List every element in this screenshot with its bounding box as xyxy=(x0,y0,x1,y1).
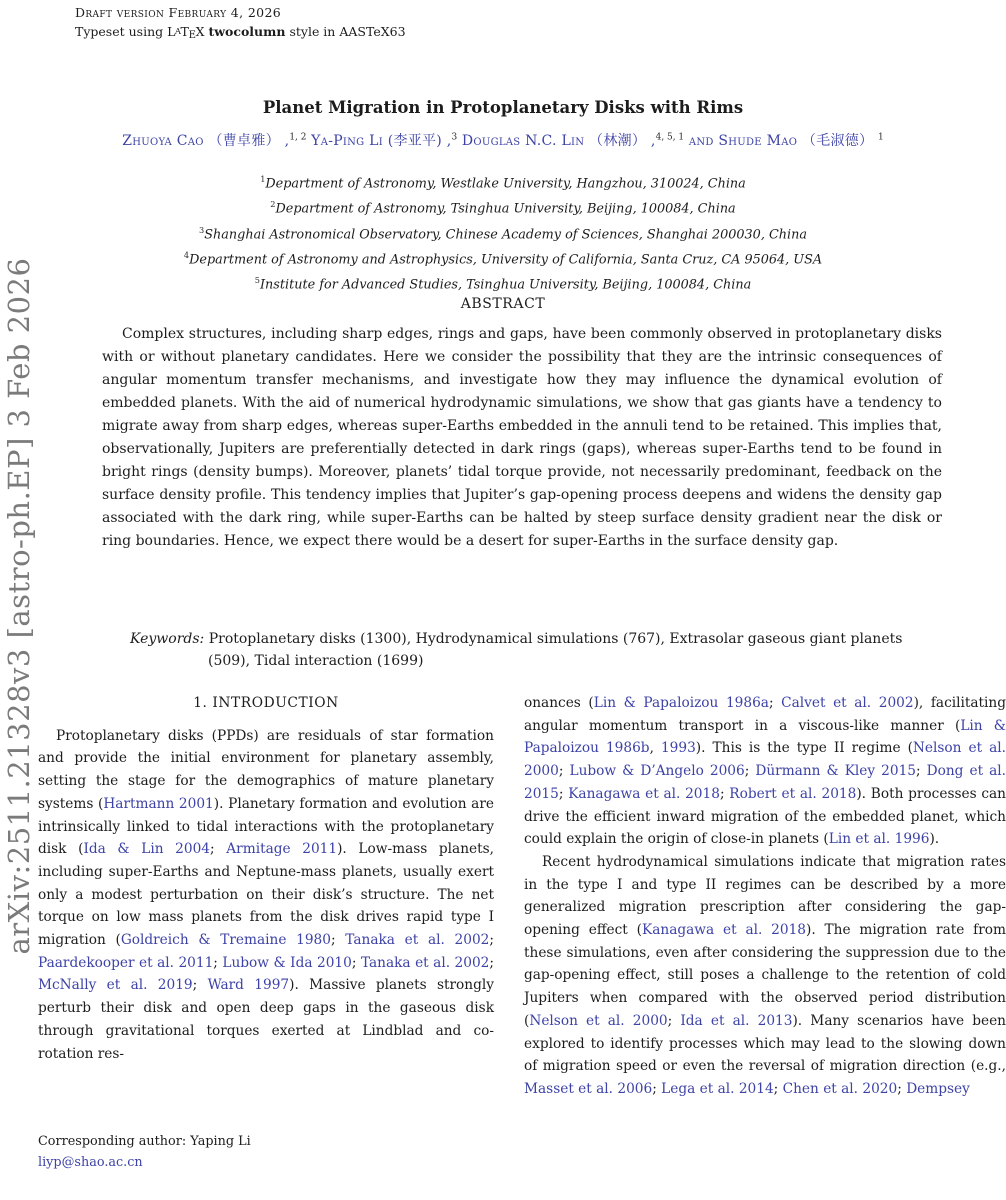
intro-paragraph-right-1: onances (Lin & Papaloizou 1986a; Calvet et al. 2002), facilitating angular momentum transport in a viscous-like manner (Lin & Papaloizou 1986b, 1993). This is the type II regime (Nelson et al. 2000; Lubow & D’Angelo 2006; Dürmann & Kley 2015; Dong et al. 2015; Kanagawa et al. 2018; Robert et al. 2018). Both processes can drive the efficient inward migration of the embedded planet, which could explain the origin of close-in planets (Lin et al. 1996). xyxy=(524,695,1006,848)
citation-link[interactable]: Robert et al. 2018 xyxy=(729,785,857,802)
corresponding-author-line: Corresponding author: Yaping Li xyxy=(38,1134,251,1149)
citation-link[interactable]: McNally et al. 2019 xyxy=(38,977,193,994)
corresponding-email-link[interactable]: liyp@shao.ac.cn xyxy=(38,1155,143,1170)
corresponding-author-block xyxy=(38,1131,494,1173)
draft-version-line: Draft version February 4, 2026 xyxy=(75,5,282,20)
affiliation-number: 1 xyxy=(260,174,266,184)
citation-link[interactable]: Paardekooper et al. 2011 xyxy=(38,954,214,971)
arxiv-watermark: arXiv:2511.21328v3 [astro-ph.EP] 3 Feb 2026 xyxy=(2,257,36,955)
affiliation-text: Institute for Advanced Studies, Tsinghua University, Beijing, 100084, China xyxy=(260,277,752,293)
citation-link[interactable]: Lin et al. 1996 xyxy=(828,831,930,848)
citation-link[interactable]: 1993 xyxy=(660,740,696,757)
keywords-block xyxy=(102,628,942,672)
intro-paragraph-left: Protoplanetary disks (PPDs) are residuals of star formation and provide the initial environment for planetary assembly, setting the stage for the demographics of mature planetary systems (Hartmann 2001). Planetary formation and evolution are intrinsically linked to tidal interactions with the protoplanetary disk (Ida & Lin 2004; Armitage 2011). Low-mass planets, including super-Earths and Neptune-mass planets, usually exert only a modest perturbation on their disk’s structure. The net torque on low mass planets from the disk drives rapid type I migration (Goldreich & Tremaine 1980; Tanaka et al. 2002; Paardekooper et al. 2011; Lubow & Ida 2010; Tanaka et al. 2002; McNally et al. 2019; Ward 1997). Massive planets strongly perturb their disk and open deep gaps in the gaseous disk through gravitational torques exerted at Lindblad and co-rotation res- xyxy=(38,727,495,1062)
citation-link[interactable]: Chen et al. 2020 xyxy=(782,1080,898,1097)
keywords-label: Keywords: xyxy=(130,631,205,647)
affiliation-number: 3 xyxy=(199,224,205,235)
left-column xyxy=(38,692,494,1065)
affiliation xyxy=(20,220,986,245)
keywords-text: Protoplanetary disks (1300), Hydrodynamical simulations (767), Extrasolar gaseous giant planets (509), Tidal interaction (1699) xyxy=(204,631,903,669)
typeset-line: Typeset using LATEX twocolumn style in AASTeX63 xyxy=(75,24,406,41)
citation-link[interactable]: Lega et al. 2014 xyxy=(661,1080,774,1097)
paper-title: Planet Migration in Protoplanetary Disks with Rims xyxy=(262,98,744,117)
citation-link[interactable]: Kanagawa et al. 2018 xyxy=(642,922,807,939)
citation-link[interactable]: Nelson et al. 2000 xyxy=(524,740,1006,780)
affiliation-number: 2 xyxy=(270,199,276,210)
abstract-text: Complex structures, including sharp edges, rings and gaps, have been commonly observed in protoplanetary disks with or without planetary candidates. Here we consider the possibility that they are the intrinsic consequences of angular momentum transfer mechanisms, and investigate how they may influence the dynamical evolution of embedded planets. With the aid of numerical hydrodynamic simulations, we show that gas giants have a tendency to migrate away from sharp edges, whereas super-Earths embedded in the annuli tend to be retained. This implies that, observationally, Jupiters are preferentially detected in dark rings (gaps), whereas super-Earths tend to be found in bright rings (density bumps). Moreover, planets’ tidal torque provide, not necessarily predominant, feedback on the surface density profile. This tendency implies that Jupiter’s gap-opening process deepens and widens the density gap associated with the dark ring, while super-Earths can be halted by steep surface density gradient near the disk or ring boundaries. Hence, we expect there would be a desert for super-Earths in the surface density gap. xyxy=(102,326,942,549)
citation-link[interactable]: Lin & Papaloizou 1986b xyxy=(524,717,1006,757)
affiliation-text: Department of Astronomy, Westlake University, Hangzhou, 310024, China xyxy=(265,176,746,192)
citation-link[interactable]: Lin & Papaloizou 1986a xyxy=(593,695,769,711)
affiliations-block xyxy=(20,169,986,295)
citation-link[interactable]: Ward 1997 xyxy=(207,977,290,994)
citation-link[interactable]: Ida et al. 2013 xyxy=(680,1012,793,1029)
affiliation-text: Shanghai Astronomical Observatory, Chinese Academy of Sciences, Shanghai 200030, China xyxy=(204,226,807,242)
affiliation-number: 4 xyxy=(183,249,190,260)
affiliation xyxy=(20,194,986,219)
citation-link[interactable]: Masset et al. 2006 xyxy=(524,1080,653,1097)
affiliation xyxy=(20,270,986,295)
affiliation xyxy=(20,245,986,270)
abstract-heading: ABSTRACT xyxy=(460,296,546,312)
affiliation-number: 5 xyxy=(254,275,260,286)
citation-link[interactable]: Tanaka et al. 2002 xyxy=(345,932,490,949)
citation-link[interactable]: Calvet et al. 2002 xyxy=(781,695,914,711)
intro-paragraph-right-2: Recent hydrodynamical simulations indicate that migration rates in the type I and type II regimes can be described by a more generalized migration prescription after considering the gap-opening effect (Kanagawa et al. 2018). The migration rate from these simulations, even after considering the suppression due to the gap-opening effect, still poses a challenge to the retention of cold Jupiters when compared with the observed period distribution (Nelson et al. 2000; Ida et al. 2013). Many scenarios have been explored to identify processes which may lead to the slowing down of migration speed or even the reversal of migration direction (e.g., Masset et al. 2006; Lega et al. 2014; Chen et al. 2020; Dempsey xyxy=(524,853,1006,1097)
section-heading-introduction: 1. INTRODUCTION xyxy=(193,695,339,711)
affiliation xyxy=(20,169,986,194)
citation-link[interactable]: Kanagawa et al. 2018 xyxy=(568,785,720,802)
citation-link[interactable]: Dürmann & Kley 2015 xyxy=(755,763,917,780)
citation-link[interactable]: Dong et al. 2015 xyxy=(524,763,1006,802)
citation-link[interactable]: Lubow & Ida 2010 xyxy=(222,954,352,971)
affiliation-text: Department of Astronomy, Tsinghua University, Beijing, 100084, China xyxy=(275,201,736,217)
citation-link[interactable]: Tanaka et al. 2002 xyxy=(360,954,490,971)
right-column xyxy=(524,692,1006,1101)
draft-header xyxy=(75,3,406,45)
citation-link[interactable]: Lubow & D’Angelo 2006 xyxy=(569,763,745,780)
citation-link[interactable]: Armitage 2011 xyxy=(226,841,338,858)
citation-link[interactable]: Dempsey xyxy=(906,1080,970,1097)
citation-link[interactable]: Ida & Lin 2004 xyxy=(83,841,211,858)
citation-link[interactable]: Goldreich & Tremaine 1980 xyxy=(120,932,331,949)
affiliation-text: Department of Astronomy and Astrophysics, University of California, Santa Cruz, CA 95064, USA xyxy=(189,252,823,268)
author-line: Zhuoya Cao （曹卓雅） ,$^{1, 2}$ Ya-Ping Li (李亚平) ,$^3$ Douglas N.C. Lin （林潮） ,$^{4, 5, 1}$ and Shude Mao （毛淑德） $^1$ xyxy=(122,132,884,149)
citation-link[interactable]: Hartmann 2001 xyxy=(103,795,214,812)
citation-link[interactable]: Nelson et al. 2000 xyxy=(529,1012,668,1029)
